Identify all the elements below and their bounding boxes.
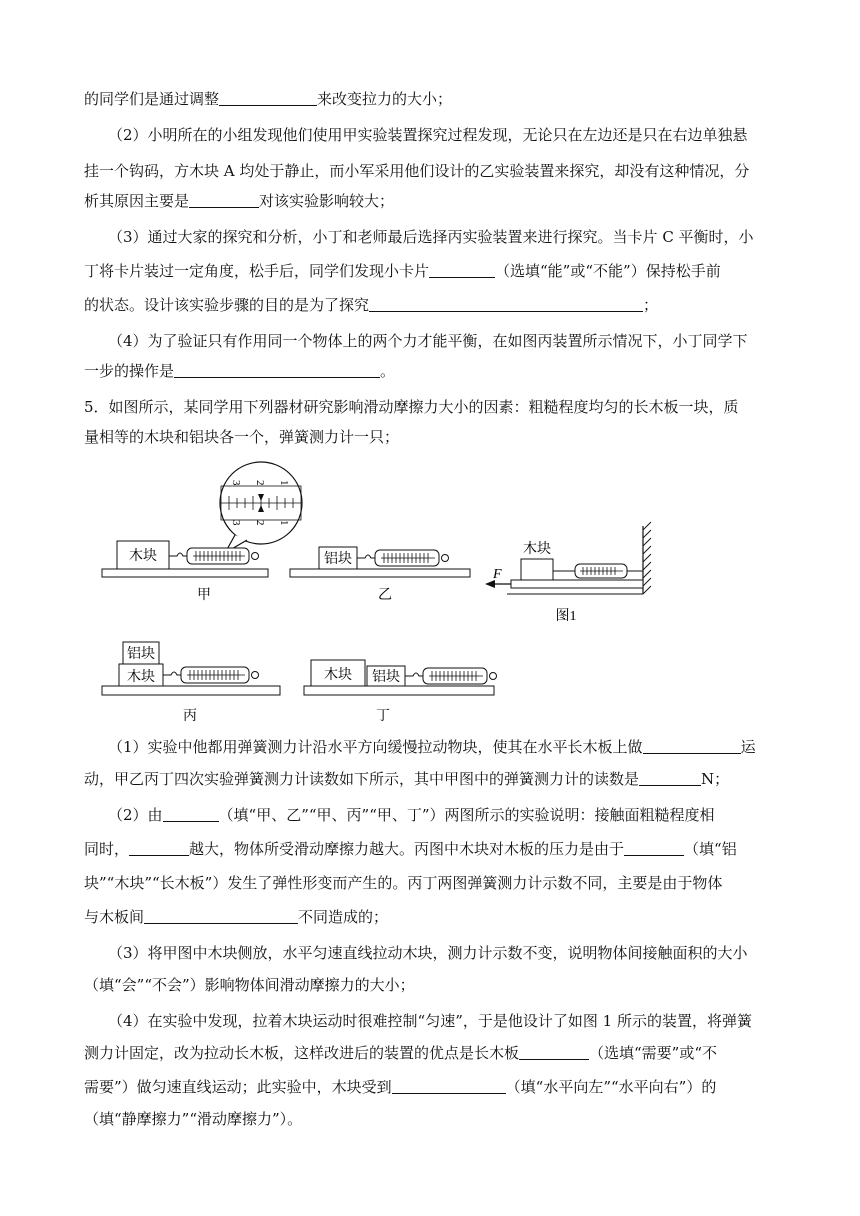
q4-p2-line-1: （2）小明所在的小组发现他们使用甲实验装置探究过程发现，无论只在左边还是只在右边单独悬	[108, 126, 748, 144]
dial-number: 3	[230, 520, 242, 526]
aluminum-block-label: 铝块	[324, 552, 352, 567]
q4-line-1: 的同学们是通过调整 来改变拉力的大小；	[84, 90, 453, 108]
panel-ding	[304, 660, 497, 724]
q4-p4-line-1: （4）为了验证只有作用同一个物体上的两个力才能平衡，在如图丙装置所示情况下，小丁同学下	[108, 332, 748, 350]
q4-p3-line-3: 的状态。设计该实验步骤的目的是为了探究 ；	[84, 296, 659, 314]
q4-p3-line-1: （3）通过大家的探究和分析，小丁和老师最后选择丙实验装置来进行探究。当卡片 C 平衡时，小	[108, 228, 754, 246]
answer-blank[interactable]	[429, 262, 495, 278]
experiment-figure	[95, 438, 665, 728]
dial-number: 2	[254, 480, 266, 486]
answer-blank[interactable]	[189, 192, 259, 208]
dial-number: 3	[230, 480, 242, 486]
q5-stem-line-2: 量相等的木块和铝块各一个，弹簧测力计一只；	[84, 428, 400, 446]
label-fig1: 图1	[555, 609, 577, 624]
long-board	[102, 686, 280, 695]
q5-p3-line-1: （3）将甲图中木块侧放，水平匀速直线拉动木块，测力计示数不变，说明物体间接触面积的大小	[108, 944, 748, 962]
wood-block-label: 木块	[324, 668, 352, 683]
aluminum-block-label: 铝块	[372, 670, 400, 685]
q5-stem-line-1: 5．如图所示，某同学用下列器材研究影响滑动摩擦力大小的因素：粗糙程度均匀的长木板一块，质	[84, 398, 739, 416]
long-board	[290, 569, 470, 577]
q5-p1-line-1: （1）实验中他都用弹簧测力计沿水平方向缓慢拉动物块，使其在水平长木板上做 运	[108, 738, 756, 756]
q5-p4-line-1: （4）在实验中发现，拉着木块运动时很难控制“匀速”，于是他设计了如图 1 所示的装置，将弹簧	[108, 1012, 752, 1030]
long-board	[304, 686, 494, 695]
answer-blank[interactable]	[392, 1078, 506, 1094]
label-jia: 甲	[197, 588, 211, 603]
panel-fig1	[485, 522, 651, 624]
force-label: F	[493, 567, 502, 582]
dial-number: 1	[278, 520, 290, 526]
answer-blank[interactable]	[519, 1044, 589, 1060]
answer-blank[interactable]	[643, 738, 741, 754]
q4-p2-line-2: 挂一个钩码，方木块 A 均处于静止，而小军采用他们设计的乙实验装置来探究，却没有这种情况，分	[84, 162, 750, 180]
answer-blank[interactable]	[174, 362, 380, 378]
answer-blank[interactable]	[129, 840, 189, 856]
dial-number: 1	[278, 480, 290, 486]
panel-bing	[102, 642, 280, 724]
answer-blank[interactable]	[163, 806, 219, 822]
label-bing: 丙	[183, 709, 197, 724]
answer-blank[interactable]	[639, 770, 701, 786]
aluminum-block-label: 铝块	[127, 647, 155, 662]
q4-p3-line-2: 丁将卡片装过一定角度，松手后，同学们发现小卡片 （选填“能”或“不能”）保持松手前	[84, 262, 721, 280]
wood-block-label: 木块	[127, 670, 155, 685]
q5-p2-line-4: 与木板间 不同造成的；	[84, 908, 389, 926]
q5-p4-line-4: （填“静摩擦力”“滑动摩擦力”）。	[84, 1110, 303, 1128]
q5-p2-line-3: 块”“木块”“长木板”）发生了弹性形变而产生的。丙丁两图弹簧测力计示数不同，主要是由于物体	[84, 874, 723, 892]
long-board	[511, 580, 643, 588]
answer-blank[interactable]	[219, 90, 317, 106]
q5-p3-line-2: （填“会”“不会”）影响物体间滑动摩擦力的大小；	[84, 976, 415, 994]
wood-block-label: 木块	[129, 549, 157, 564]
dial-number: 2	[254, 520, 266, 526]
long-board	[102, 569, 268, 577]
q5-p4-line-2: 测力计固定，改为拉动长木板，这样改进后的装置的优点是长木板 （选填“需要”或“不	[84, 1044, 718, 1062]
wood-block	[521, 559, 553, 580]
answer-blank[interactable]	[369, 296, 643, 312]
wood-block-label: 木块	[523, 542, 551, 557]
q5-p1-line-2: 动，甲乙丙丁四次实验弹簧测力计读数如下所示，其中甲图中的弹簧测力计的读数是 N；	[84, 770, 730, 788]
label-ding: 丁	[376, 709, 390, 724]
q5-p4-line-3: 需要”）做匀速直线运动；此实验中，木块受到 （填“水平向左”“水平向右”）的	[84, 1078, 717, 1096]
answer-blank[interactable]	[144, 908, 298, 924]
q5-p2-line-2: 同时， 越大，物体所受滑动摩擦力越大。丙图中木块对木板的压力是由于 （填“铝	[84, 840, 737, 858]
label-yi: 乙	[378, 588, 392, 603]
panel-yi	[290, 547, 470, 603]
answer-blank[interactable]	[624, 840, 684, 856]
q4-p4-line-2: 一步的操作是 。	[84, 362, 396, 380]
q5-p2-line-1: （2）由 （填“甲、乙”“甲、丙”“甲、丁”）两图所示的实验说明：接触面粗糙程度相	[108, 806, 715, 824]
panel-jia	[102, 462, 302, 603]
q4-p2-line-3: 析其原因主要是 对该实验影响较大；	[84, 192, 395, 210]
